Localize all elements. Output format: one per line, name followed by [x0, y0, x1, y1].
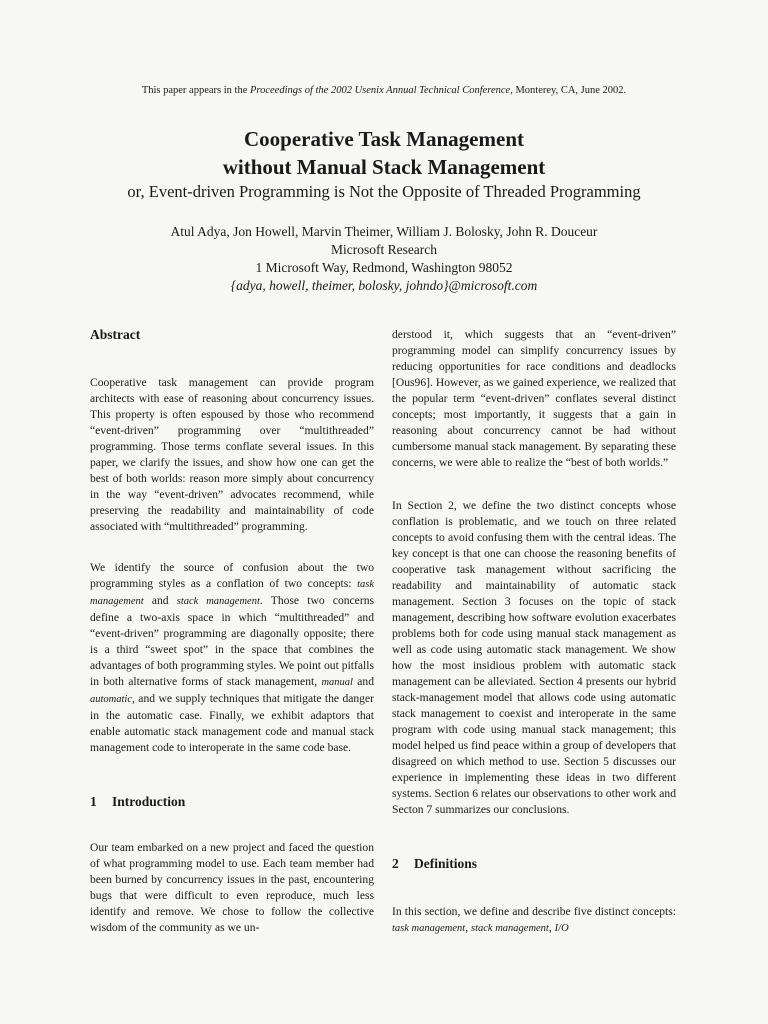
publication-note-prefix: This paper appears in the	[141, 85, 250, 96]
abstract-p2-text-c: . Those two concerns define a two-axis space in which “multithreaded” and “event-driven” programming are diagonally opposite; there is a third “sweet spot” in the space that combines the advantages of both programming styles. We point out pitfalls in both alternative forms of stack management,	[90, 594, 374, 688]
author-address: 1 Microsoft Way, Redmond, Washington 98052	[255, 260, 513, 275]
abstract-p2-text-b: and	[143, 594, 177, 607]
term-automatic: automatic	[90, 694, 132, 705]
definitions-paragraph-1	[392, 904, 676, 937]
author-affiliation: Microsoft Research	[330, 242, 438, 257]
abstract-paragraph-1: Cooperative task management can provide program architects with ease of reasoning about concurrency issues. This property is often espoused by those who recommend “event-driven” programming over “multithreaded” programming. Those terms conflate several issues. In this paper, we clarify the issues, and show how one can get the best of both worlds: reason more simply about concurrency in the way “event-driven” advocates recommend, while preserving the readability and maintainability of code associated with “multithreaded” programming.	[90, 376, 374, 533]
author-emails: {adya, howell, theimer, bolosky, johndo}@microsoft.com	[230, 278, 538, 293]
term-manual: manual	[321, 677, 353, 688]
introduction-heading	[90, 793, 374, 811]
abstract-p2-text-d: and	[352, 675, 375, 688]
introduction-section-number: 1	[90, 794, 97, 809]
paper-subtitle: or, Event-driven Programming is Not the Opposite of Threaded Programming	[127, 182, 641, 201]
publication-note-suffix: , Monterey, CA, June 2002.	[510, 85, 627, 96]
abstract-paragraph-2	[90, 560, 374, 756]
definitions-heading	[392, 855, 676, 873]
abstract-p2-text-a: We identify the source of confusion about the two programming styles as a conflation of two concepts:	[90, 561, 374, 590]
introduction-heading-label: Introduction	[112, 794, 186, 809]
publication-venue: Proceedings of the 2002 Usenix Annual Technical Conference	[249, 85, 511, 96]
term-task-management-def: task management	[392, 923, 466, 934]
definitions-section-number: 2	[392, 856, 399, 871]
definitions-p1-sep-2: ,	[548, 921, 555, 934]
definitions-p1-text-a: In this section, we define and describe five distinct concepts:	[392, 905, 676, 918]
right-paragraph-2: In Section 2, we define the two distinct concepts whose conflation is problematic, and we touch on three related concepts to avoid confusing them with the central ideas. The key concept is that one can choose the reasoning benefits of cooperative task management without sacrificing the readability and maintainability of automatic stack management. Section 3 focuses on the topic of stack management, describing how software evolution exacerbates problems both for code using manual stack management as well as code using automatic stack management. We show how the most insidious problem with automatic stack management can be alleviated. Section 4 presents our hybrid stack-management model that allows code using automatic stack management to coexist and interoperate in the same program with code using manual stack management; this model helped us find peace within a group of developers that disagreed on which method to use. Section 5 discusses our experience in implementing these ideas in two different systems. Section 6 relates our observations to other work and Secton 7 summarizes our conclusions.	[392, 499, 676, 816]
paper-title-line1: Cooperative Task Management	[244, 127, 524, 151]
author-names: Atul Adya, Jon Howell, Marvin Theimer, William J. Bolosky, John R. Douceur	[170, 224, 598, 239]
publication-note	[0, 85, 768, 96]
paper-title-line2: without Manual Stack Management	[222, 155, 546, 179]
right-paragraph-1: derstood it, which suggests that an “event-driven” programming model can simplify concurrency issues by reducing opportunities for race conditions and deadlocks [Ous96]. However, as we gained experience, we realized that the popular term “event-driven” conflates several distinct concepts; most importantly, it suggests that a gain in reasoning about concurrency cannot be had without cumbersome manual stack management. By separating these concerns, we were able to realize the “best of both worlds.”	[392, 328, 676, 469]
term-io-def: I/O	[554, 923, 569, 934]
term-stack-management-def: stack management	[471, 923, 549, 934]
introduction-paragraph-1: Our team embarked on a new project and faced the question of what programming model to use. Each team member had been burned by concurrency issues in the past, encountering bugs that were difficult to even reproduce, much less identify and remove. We chose to follow the collective wisdom of the community as we un-	[90, 841, 374, 934]
abstract-p2-text-e: , and we supply techniques that mitigate the danger in the automatic case. Finally, we exhibit adaptors that enable automatic stack management code and manual stack management code to interoperate in the same code base.	[90, 692, 374, 754]
author-block	[0, 223, 768, 295]
abstract-heading: Abstract	[90, 327, 141, 342]
term-stack-management: stack management	[176, 596, 260, 607]
definitions-heading-label: Definitions	[414, 856, 478, 871]
definitions-p1-sep-1: ,	[465, 921, 471, 934]
term-task-management: task management	[90, 579, 374, 607]
